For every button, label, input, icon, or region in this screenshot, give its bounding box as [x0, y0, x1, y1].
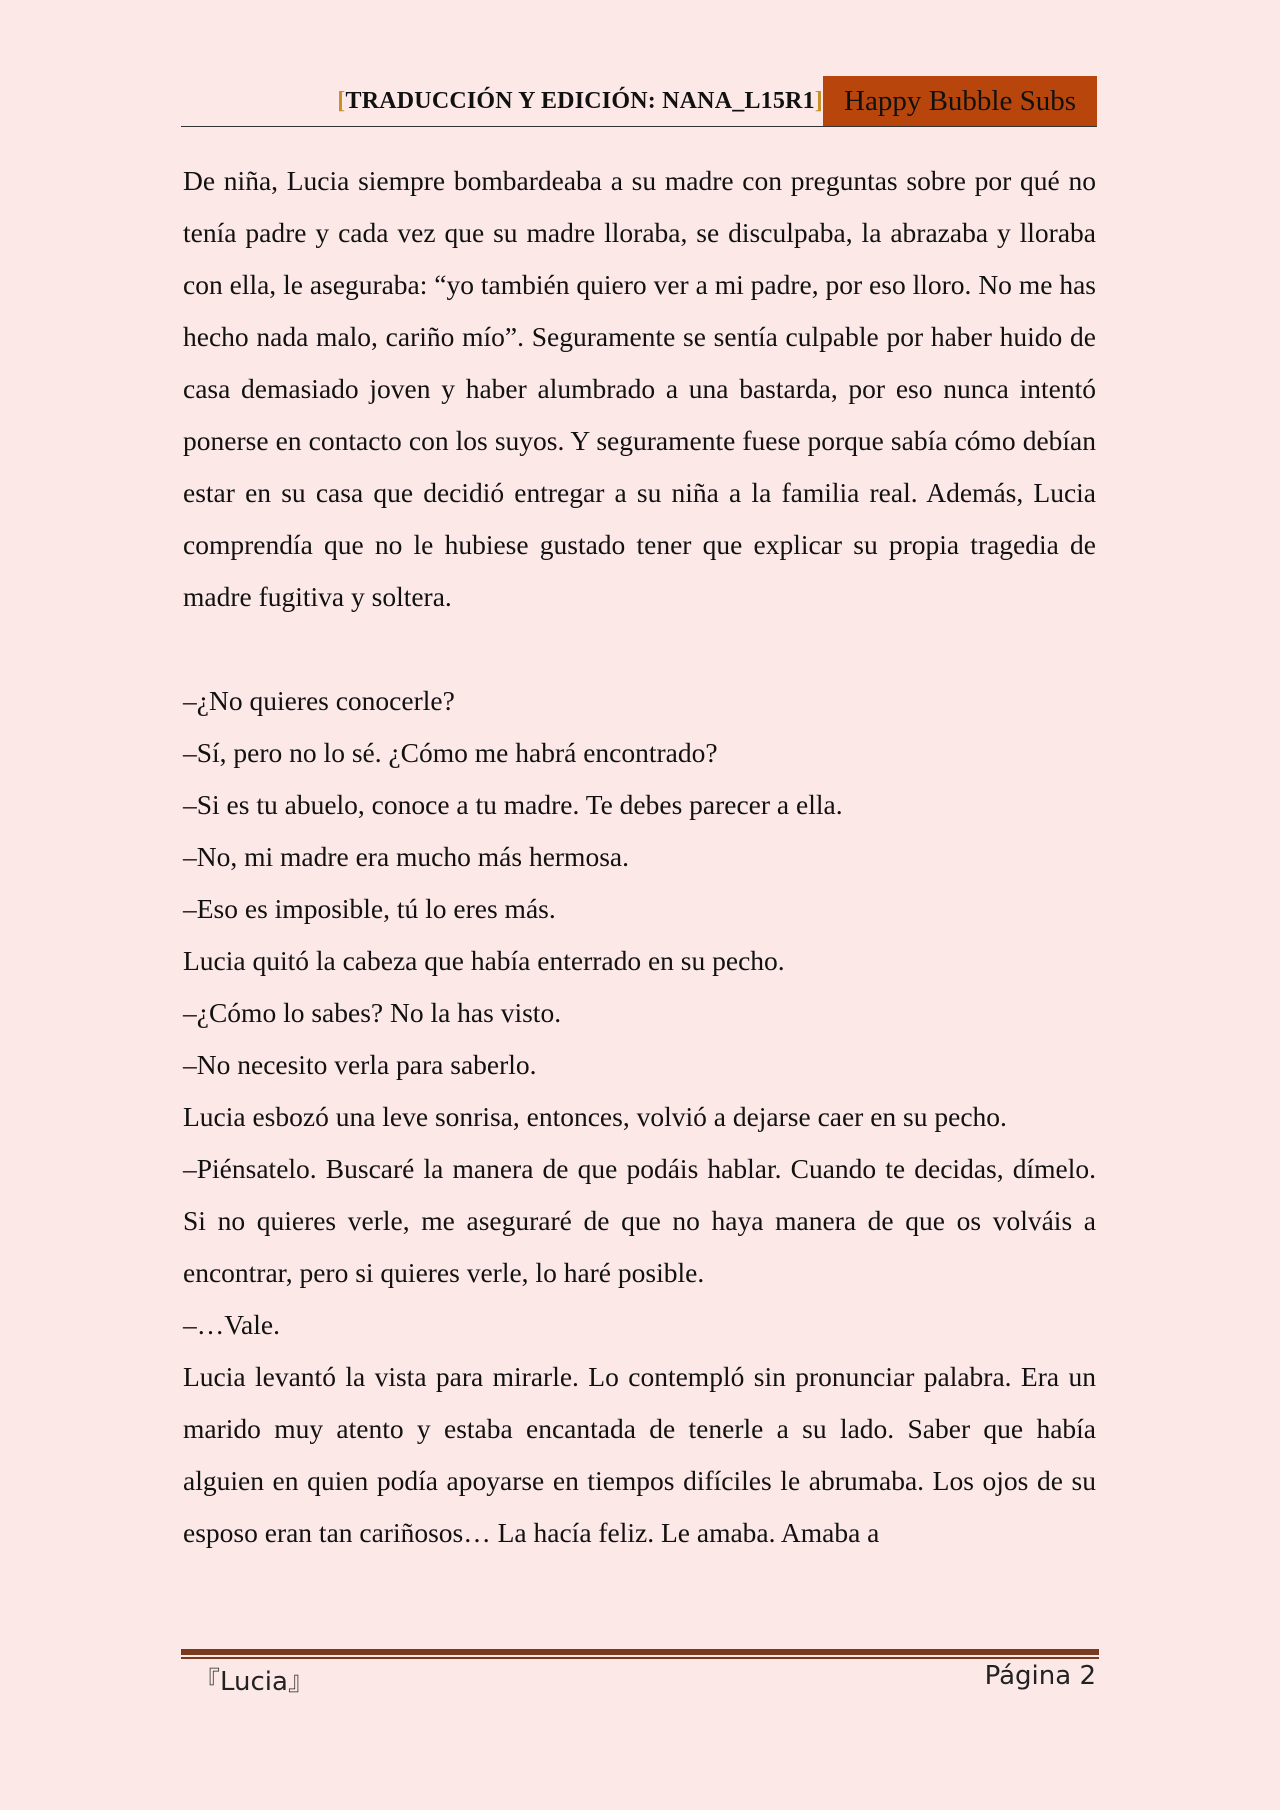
footer-page-number: Página 2	[984, 1661, 1096, 1691]
narration-line: Lucia quitó la cabeza que había enterrado en su pecho.	[183, 945, 785, 976]
dialogue-paragraph: –Piénsatelo. Buscaré la manera de que podáis hablar. Cuando te decidas, dímelo. Si no quieres verle, me aseguraré de que no haya manera de que os volváis a encontrar, pero si quieres verle, lo haré posible.	[183, 1153, 1096, 1288]
narration-paragraph: Lucia levantó la vista para mirarle. Lo contempló sin pronunciar palabra. Era un marido muy atento y estaba encantada de tenerle a su lado. Saber que había alguien en quien podía apoyarse en tiempos difíciles le abrumaba. Los ojos de su esposo eran tan cariñosos… La hacía feliz. Le amaba. Amaba a	[183, 1361, 1096, 1548]
brand-label: Happy Bubble Subs	[823, 76, 1097, 126]
open-bracket: [	[337, 88, 346, 114]
dialogue-line: –Eso es imposible, tú lo eres más.	[183, 893, 556, 924]
dialogue-line: –No necesito verla para saberlo.	[183, 1049, 537, 1080]
page-body	[183, 155, 1096, 1559]
dialogue-line: –¿Cómo lo sabes? No la has visto.	[183, 997, 562, 1028]
paragraph-gap	[183, 623, 1096, 675]
dialogue-line: –Sí, pero no lo sé. ¿Cómo me habrá encontrado?	[183, 737, 718, 768]
page-header	[181, 76, 1097, 127]
dialogue-line: –…Vale.	[183, 1309, 280, 1340]
dialogue-line: –No, mi madre era mucho más hermosa.	[183, 841, 629, 872]
translation-credit	[181, 88, 823, 115]
footer-divider	[181, 1649, 1099, 1659]
footer-book-title: 『Lucia』	[194, 1667, 314, 1697]
close-bracket: ]	[814, 88, 823, 114]
dialogue-line: –Si es tu abuelo, conoce a tu madre. Te debes parecer a ella.	[183, 789, 843, 820]
dialogue-line: –¿No quieres conocerle?	[183, 685, 455, 716]
credit-text: TRADUCCIÓN Y EDICIÓN: NANA_L15R1	[345, 88, 815, 114]
narration-line: Lucia esbozó una leve sonrisa, entonces, volvió a dejarse caer en su pecho.	[183, 1101, 1007, 1132]
paragraph-intro: De niña, Lucia siempre bombardeaba a su madre con preguntas sobre por qué no tenía padre y cada vez que su madre lloraba, se disculpaba, la abrazaba y lloraba con ella, le aseguraba: “yo también quiero ver a mi padre, por eso lloro. No me has hecho nada malo, cariño mío”. Seguramente se sentía culpable por haber huido de casa demasiado joven y haber alumbrado a una bastarda, por eso nunca intentó ponerse en contacto con los suyos. Y seguramente fuese porque sabía cómo debían estar en su casa que decidió entregar a su niña a la familia real. Además, Lucia comprendía que no le hubiese gustado tener que explicar su propia tragedia de madre fugitiva y soltera.	[183, 165, 1096, 612]
